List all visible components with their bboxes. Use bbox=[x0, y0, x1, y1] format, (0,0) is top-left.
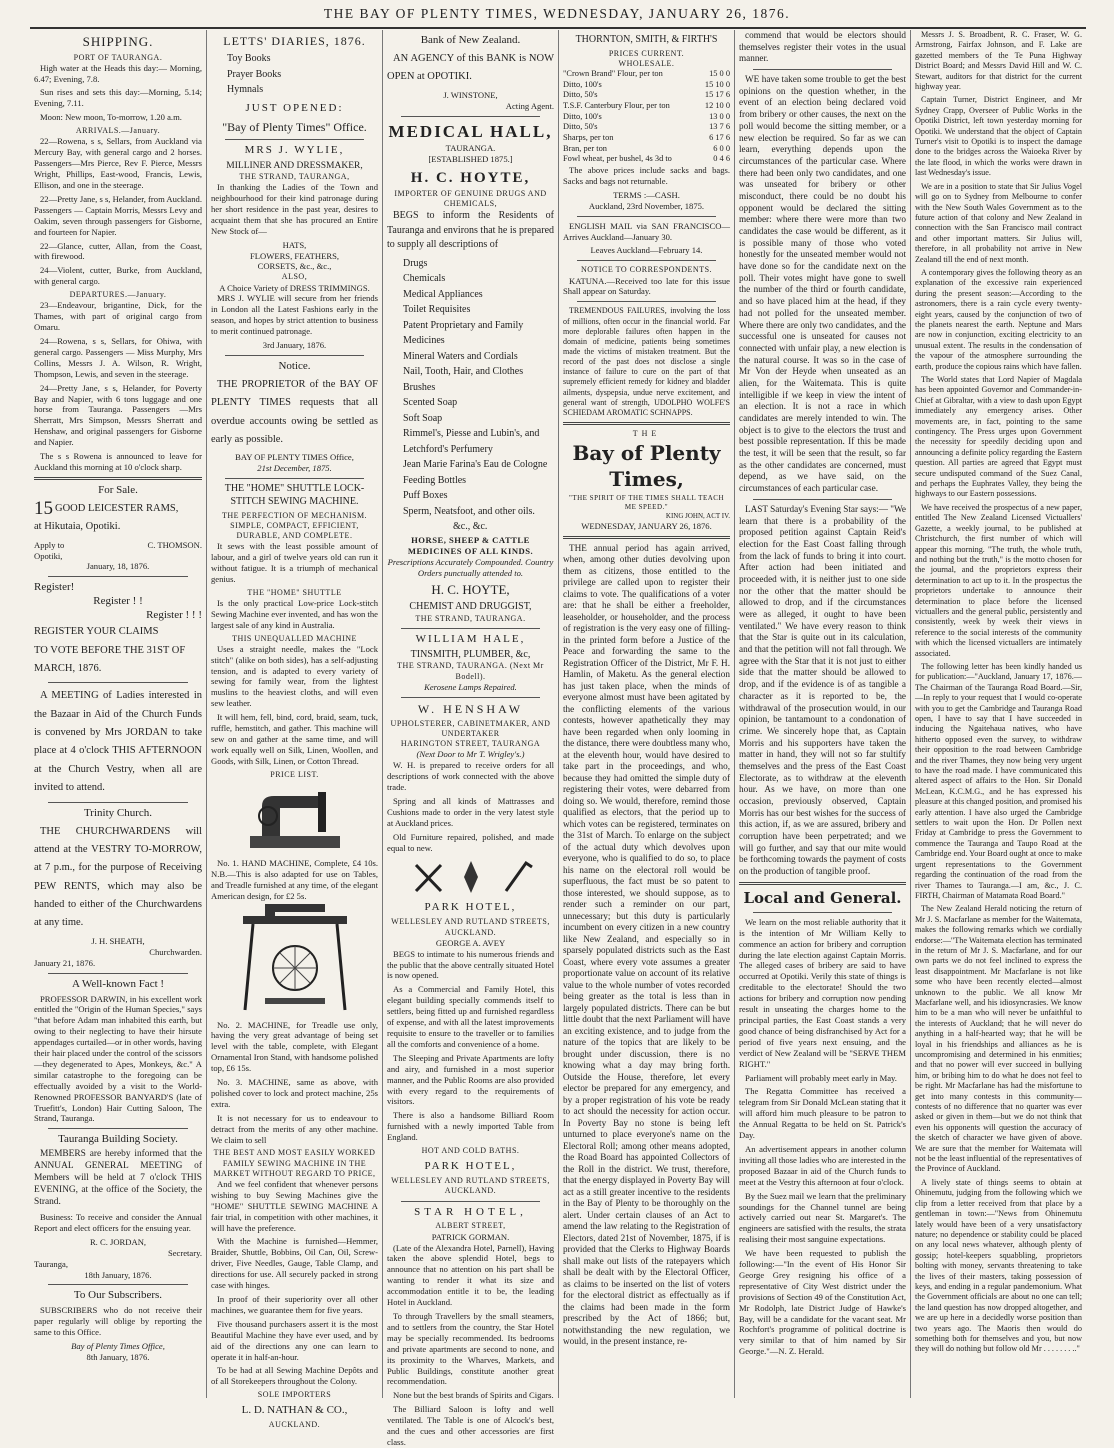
price-row bbox=[563, 101, 730, 112]
subscribers-heading: To Our Subscribers. bbox=[73, 1289, 163, 1302]
trinity-signature: J. H. SHEATH, bbox=[91, 935, 145, 946]
price-row bbox=[563, 112, 730, 123]
register-2: Register ! ! bbox=[93, 595, 143, 608]
trinity-date: January 21, 1876. bbox=[34, 957, 96, 968]
price-value: 13 0 0 bbox=[709, 111, 730, 121]
price-item: T.S.F. Canterbury Flour, per ton bbox=[563, 101, 670, 111]
horse-medicines: HORSE, SHEEP & CATTLE MEDICINES OF ALL KINDS. bbox=[407, 534, 534, 556]
divider bbox=[225, 355, 364, 356]
avey-text: BEGS to intimate to his numerous friends and the public that the above centrally situated Hotel is now opened. bbox=[387, 948, 554, 981]
hoyte-name-2: H. C. HOYTE, bbox=[431, 582, 510, 598]
price-list-heading: PRICE LIST. bbox=[270, 769, 319, 779]
price-row bbox=[563, 69, 730, 80]
local-item: By the Suez mail we learn that the preliminary soundings for the Channel tunnel are being actively carried out near St. Margaret's. The engineers are satisfied with the results, the strata realising their most sanguine expectations. bbox=[739, 1190, 906, 1245]
henshaw-text: Old Furniture repaired, polished, and made equal to new. bbox=[387, 831, 554, 853]
wylie-hats: HATS, bbox=[282, 239, 307, 250]
register-1: Register! bbox=[34, 581, 75, 594]
building-town: Tauranga, bbox=[34, 1258, 68, 1269]
departure-item: 24—Pretty Jane, s s, Helander, for Poverty Bay and Napier, with 6 tons luggage and one horse from Tauranga. Passengers —Mrs Sherratt, Mrs Simpson, Messrs Sherratt and Henshaw, and original passengers for Gisborne and Napier. bbox=[34, 382, 202, 448]
divider bbox=[563, 536, 730, 539]
wylie-heading: MRS J. WYLIE, bbox=[244, 143, 345, 156]
sole-importers: SOLE IMPORTERS bbox=[257, 1390, 332, 1400]
mail-leaves: Leaves Auckland—February 14. bbox=[590, 245, 703, 256]
news-item: The following letter has been kindly handed us for publication:—"Auckland, January 17, 1876.—The Chairman of the Tauranga Road Board.—Sir,—In reply to your request that I would co-operate with you to get the Cambridge and Tauranga Road open, I have to say that I have succeeded in inducing the Ngaitehaua natives, who have hitherto opposed even the survey, to withdraw their opposition to the road between Cambridge and the river Thames, they now being very urgent to have the road made. I have communicated this altered aspect of affairs to the Hon. Sir Donald McLean, K.C.M.G., and he has expressed his pleasure at this changed position, and promised his early attention. I have also urged the Cambridge settlers to wait upon the Hon. Dr Pollen next Friday at Cambridge to press the Government to commence the Tauranga and Taupo Road at the Cambridge end. Your Board ought at once to make urgent representations to the Government regarding the continuation of the road from the river Thames to Tauranga.—I am, &c., J. C. FIRTH, Chairman of Matamata Road Board." bbox=[915, 661, 1082, 900]
arrival-item: 22—Pretty Jane, s s, Helander, from Auckland. Passengers — Captain Morris, Messrs Levy and Oakim, seven through passengers for Gisborne, and fourteen for Napier. bbox=[34, 193, 202, 237]
price-value: 6 0 0 bbox=[713, 143, 730, 153]
avey-text: As a Commercial and Family Hotel, this elegant building specially commends itself to settlers, being fitted up and furnished regardless of expense, and with all the latest improvements requisite to ensure to the traveller or to families all the comforts and convenience of a home. bbox=[387, 984, 554, 1049]
register-claims-line: REGISTER YOUR CLAIMS bbox=[34, 626, 159, 638]
nathan-co: L. D. NATHAN & CO., bbox=[241, 1404, 348, 1417]
rams-seller: C. THOMSON. bbox=[147, 539, 202, 550]
book-item: Hymnals bbox=[227, 84, 264, 96]
home-text: To be had at all Sewing Machine Depôts and of all Storekeepers throughout the Colony. bbox=[211, 1365, 378, 1387]
prices-current: PRICES CURRENT. bbox=[608, 48, 685, 58]
notice-heading: Notice. bbox=[278, 359, 311, 372]
trinity-notice: THE CHURCHWARDENS will attend at the VESTRY TO-MORROW, at 7 p.m., for the purpose of Receiving PEW RENTS, which may also be handed to either of the Churchwardens at any time. bbox=[34, 825, 202, 929]
evening-star-article: LAST Saturday's Evening Star says:— "We learn that there is a probability of the proposed petition against Captain Reid's election for the East Coast falling through from the lack of funds to bring it into court. After action had been initiated and proceeded with, it is neither just to one side nor the other that the matter should be allowed to drop, and if the circumstances were as alleged, it ought to have been ventilated." We have every reason to think that the Star is quite out in its calculation, and that the petition will not fall through. We agree with the Star that it is not just to either side that the matter should be allowed to drop, and if the evidence is of as tangible a character as it is reported to be, the withdrawal of the prosecution would, in our opinion, be tantamount to a condonation of crime. We sincerely hope that, as Captain Morris and his supporters have taken the matter in hand, they will not so far stultify themselves and the press of the East Coast Electorate, as to withdraw at the eleventh hour. As we have, on more than one occasion, previously observed, Captain Morris has our best wishes for the success of this action, if, as we are assured, bribery and corruption have been perpetrated; and we will go further, and say that our mite would be forthcoming towards the payment of costs on the production of tangible proof. bbox=[739, 503, 906, 877]
price-item: Ditto, 50's bbox=[563, 90, 598, 100]
price-row bbox=[563, 144, 730, 155]
home-machine-heading: THE "HOME" SHUTTLE LOCK-STITCH SEWING MACHINE. bbox=[224, 483, 365, 507]
medical-hall: MEDICAL HALL, bbox=[388, 121, 553, 141]
drug-item: Scented Soap bbox=[403, 397, 458, 409]
editorial-end: commend that would be electors should themselves register their votes in the usual manner. bbox=[739, 30, 906, 64]
henshaw-street: HARINGTON STREET, TAURANGA bbox=[400, 739, 541, 749]
wylie-text-2: MRS J. WYLIE will secure from her friends in London all the Latest Fashions early in the season, and hopes by strict attention to business to merit continued patronage. bbox=[211, 293, 378, 337]
park-hotel-2: PARK HOTEL, bbox=[424, 1160, 517, 1173]
park-address-2: WELLESLEY AND RUTLAND STREETS, AUCKLAND. bbox=[391, 1176, 550, 1196]
departure-item: 23—Endeavour, brigantine, Dick, for the Thames, with part of original cargo from Omaru. bbox=[34, 300, 202, 333]
arrivals-heading: ARRIVALS.—January. bbox=[75, 126, 161, 136]
divider bbox=[48, 1128, 188, 1129]
high-water: High water at the Heads this day:— Morning, 6.47; Evening, 7.8. bbox=[34, 62, 202, 84]
price-item: Bran, per ton bbox=[563, 143, 607, 153]
terms: TERMS :—CASH. bbox=[613, 189, 680, 200]
divider bbox=[577, 260, 716, 261]
fact-heading: A Well-known Fact ! bbox=[71, 977, 165, 990]
wylie-address: THE STRAND, TAURANGA, bbox=[239, 171, 350, 181]
schnapps-ad: TREMENDOUS FAILURES, involving the loss of millions, often occur in the financial world. Far more deplorable failures often happen in the domain of medicine, patients being sometimes made the victims of mistaken treatment. But the record of the past does not disclose a single instance of failure to cure on the part of that supremely efficient remedy for kidney and bladder ailments, dyspepsia, undue nerve excitement, and general want of strength, UDOLPHO WOLFE'S SCHIEDAM AROMATIC SCHNAPPS. bbox=[563, 306, 730, 417]
news-item: Captain Turner, District Engineer, and Mr Sydney Crapp, Overseer of Public Works in the Opotiki District, left town yesterday morning for Opotiki. We understand that the object of Captain Turner's visit to Opotiki is to inspect the damage done to the bridges across the Waioeka River by the late flood, in which the works were drawn in last Wednesday's issue. bbox=[915, 95, 1082, 178]
subscribers-notice: SUBSCRIBERS who do not receive their paper regularly will oblige by reporting the same to this Office. bbox=[34, 1305, 202, 1338]
column-4 bbox=[558, 30, 734, 1398]
price-value: 15 10 0 bbox=[704, 79, 730, 89]
notice-office: BAY OF PLENTY TIMES Office, bbox=[235, 452, 354, 463]
rams-heading: GOOD LEICESTER RAMS, bbox=[55, 502, 179, 514]
rowena-note: The s s Rowena is announced to leave for Auckland this morning at 10 o'clock sharp. bbox=[34, 451, 202, 472]
drug-item: Drugs bbox=[403, 257, 428, 269]
home-text: And we feel confident that whenever persons wishing to buy Sewing Machines give the "HOME" SHUTTLE SEWING MACHINE A fair trial, in competition with other machines, it will have the preference. bbox=[211, 1178, 378, 1233]
begs-text: BEGS to inform the Residents of Tauranga and environs that he is prepared to supply all descriptions of bbox=[387, 210, 555, 251]
price-row bbox=[563, 122, 730, 133]
price-row bbox=[563, 80, 730, 91]
news-item: The New Zealand Herald noticing the return of Mr J. S. Macfarlane as member for the Waitemata, makes the following remarks which we cordially endorse:—"The Waitemata election has terminated in the return of Mr J. S. Macfarlane, and for our own parts we do not feel inclined to express the least disappointment. Mr Macfarlane is not like some who have been recently elected—almost unknown to the public. We all know Mr Macfarlane well, and his idiosyncrasies. We know him to be a man who will never be unfaithful to the interests of Auckland; that he will never do anything in a half-hearted way; that he will be loyal in his friendships and alliances as he is uncompromising and determined in his enmities; and that no power will ever succeed in bullying him, or bribing him to do what he does not feel to be right. Mr Macfarlane has had the misfortune to get into many contests in this community—contests of no difference that no quarter was ever asked or given in them—but we do not think that even his opponents will question the accuracy of the sketch of character we have given of above. We are sure that the member for Waitemata will not be the least influential of the representatives of the Province of Auckland. bbox=[915, 904, 1082, 1174]
home-text: Uses a straight needle, makes the "Lock stitch" (alike on both sides), has a self-adjusting tension, and is adapted to every variety of sewing for family wear, from the lightest muslins to the heaviest cloths, and will even sew leather. bbox=[211, 643, 378, 709]
hale-name: WILLIAM HALE, bbox=[415, 632, 526, 645]
divider bbox=[48, 802, 188, 803]
wholesale: WHOLESALE. bbox=[618, 58, 675, 68]
hale-trade: TINSMITH, PLUMBER, &c, bbox=[410, 648, 531, 660]
divider bbox=[753, 499, 892, 500]
building-society-heading: Tauranga Building Society. bbox=[58, 1133, 178, 1146]
price-item: Ditto, 100's bbox=[563, 111, 602, 121]
hand-sewing-machine-illustration bbox=[240, 784, 350, 854]
local-item: We have been requested to publish the following:—"In the event of His Honor Sir George Grey resigning his office of a representative of City West district under the provisions of Section 49 of the Constitution Act, Mr Rodolph, late District Judge of Hawke's Bay, will be a candidate for the vacant seat. Mr Rochfort's programme of political doctrine is very similar to that of him named by Sir George."—N. Z. Herald. bbox=[739, 1248, 906, 1357]
election-article: WE have taken some trouble to get the best opinions on the question whether, in the event of an election being declared void from bribery or other causes, the next on the poll would become the sitting member, or a new election be required. So far as we can learn, everything depends upon the circumstances of the particular case. Where there had been only two candidates, and one was unseated for bribery or other misconduct, there could be no doubt his opponent would be declared the sitting member: where there were more than two candidates the case would be different, as it is possible many of those who voted honestly for the unseated member would not have done so for the candidate next on the poll. Their votes might have gone to swell the number of the third or fourth candidate, and so have placed him at the head, if they had not polled for the unseated member. Where there are only two candidates, and the successful one is unseated for causes not connected with unfair play, a new election is the natural course. It was so in the case of Mr Von der Heyde when unseated as an alien, for the Waitemata. This is quite intelligible if we keep in view the intent of an election. It is not a race in which candidates are merely intended to win. The object is to give to the electors the trust and best possible representation. If this be made the test, it will be seen that the result, so far as the other candidates are concerned, must depend, as we have said, on the circumstances of each particular case. bbox=[739, 74, 906, 494]
rams-ad bbox=[34, 497, 202, 537]
hotel-emblem-illustration bbox=[396, 857, 546, 897]
divider bbox=[225, 478, 364, 479]
park-hotel: PARK HOTEL, bbox=[424, 901, 517, 914]
wylie-also: ALSO, bbox=[281, 272, 308, 282]
best-machine: THE BEST AND MOST EASILY WORKED FAMILY SEWING MACHINE IN THE MARKET WITHOUT REGARD TO PRICE, bbox=[213, 1148, 376, 1178]
notice-text: THE PROPRIETOR of the BAY OF PLENTY TIMES requests that all overdue accounts owing be settled as early as possible. bbox=[211, 378, 378, 446]
subscribers-office: Bay of Plenty Times Office, bbox=[71, 1341, 165, 1352]
wylie-text: In thanking the Ladies of the Town and neighbourhood for their kind patronage during her short residence in the past year, desires to acquaint them that she has procured an Entire New Stock of— bbox=[211, 182, 378, 236]
book-item: Prayer Books bbox=[227, 68, 282, 80]
register-vote-line: TO VOTE BEFORE THE 31ST OF bbox=[34, 644, 186, 656]
katuna-note: KATUNA.—Received too late for this issue Shall appear on Saturday. bbox=[563, 275, 730, 297]
news-item: A contemporary gives the following theory as an explanation of the excessive rain experienced during the present season:—According to the astronomers, there is a rain cycle every twenty-eight years, caused by the conjunction of two of the planets nearest the earth. Neptune and Mars are now in conjunction, exciting electricity to an unusual extent. The results in the condensation of the vapour of the atmosphere surrounding the earth, produce the copious rains which have fallen. bbox=[915, 267, 1082, 371]
price-value: 15 17 6 bbox=[704, 90, 730, 100]
winstone: J. WINSTONE, bbox=[443, 89, 498, 100]
unequalled: THIS UNEQUALLED MACHINE bbox=[232, 633, 357, 643]
drug-item: Sperm, Neatsfoot, and other oils. bbox=[403, 505, 535, 517]
local-item: An advertisement appears in another column inviting all those ladies who are interested in the proposed Bazaar in aid of the Church funds to meet at the Vestry this afternoon at four o'clock. bbox=[739, 1143, 906, 1187]
wylie-corsets: CORSETS, &c., &c., bbox=[257, 261, 332, 272]
departures-heading: DEPARTURES.—January. bbox=[69, 290, 167, 300]
column-6 bbox=[910, 30, 1086, 1398]
gorman-text: None but the best brands of Spirits and Cigars. bbox=[393, 1390, 554, 1401]
divider bbox=[34, 477, 202, 480]
building-role: Secretary. bbox=[167, 1247, 202, 1258]
local-item: Parliament will probably meet early in May. bbox=[745, 1072, 897, 1083]
home-text: Five thousand purchasers assert it is the most Beautiful Machine they have ever used, and by aid of the directions any one can learn to operate it in half-an-hour. bbox=[211, 1318, 378, 1362]
terms-date: Auckland, 23rd November, 1875. bbox=[588, 200, 705, 211]
divider bbox=[577, 216, 716, 217]
price-value: 0 4 6 bbox=[713, 154, 730, 164]
divider bbox=[563, 422, 730, 425]
book-list bbox=[211, 51, 378, 98]
perfection: THE PERFECTION OF MECHANISM. bbox=[221, 510, 368, 520]
column-5 bbox=[734, 30, 910, 1398]
book-item: Toy Books bbox=[227, 53, 271, 65]
shipping-heading: SHIPPING. bbox=[82, 34, 154, 49]
home-text: It sews with the least possible amount of labour, and a girl of twelve years old can run it without fatigue. It is a triumph of mechanical genius. bbox=[211, 541, 378, 584]
apply-to: Apply to bbox=[34, 539, 65, 550]
arrival-item: 22—Glance, cutter, Allan, from the Coast, with firewood. bbox=[34, 240, 202, 262]
avey-text: There is also a handsome Billiard Room furnished with a newly imported Table from England. bbox=[387, 1110, 554, 1143]
price-value: 6 17 6 bbox=[709, 133, 730, 143]
established: [ESTABLISHED 1875.] bbox=[428, 154, 513, 165]
henshaw-text: W. H. is prepared to receive orders for all descriptions of work connected with the above trade. bbox=[387, 760, 554, 793]
divider bbox=[739, 882, 906, 885]
prices-note: The above prices include sacks and bags. Sacks and bags not returnable. bbox=[563, 165, 730, 186]
divider bbox=[401, 697, 540, 698]
price-row bbox=[563, 154, 730, 165]
register-claims bbox=[34, 623, 202, 678]
henshaw-next-door: (Next Door to Mr T. Wrigley's.) bbox=[416, 749, 525, 760]
price-table bbox=[563, 69, 730, 165]
building-society-notice: MEMBERS are hereby informed that the ANNUAL GENERAL MEETING of Members will be held at 7 o'clock THIS EVENING, at the office of the Society, the Strand. bbox=[34, 1149, 202, 1208]
drug-item: &c., &c. bbox=[453, 521, 488, 533]
drug-item: Rimmel's, Piesse and Lubin's, and Letchford's Perfumery bbox=[403, 428, 540, 455]
divider bbox=[48, 1284, 188, 1285]
divider bbox=[48, 682, 188, 683]
divider bbox=[753, 912, 892, 913]
gorman-text: To through Travellers by the small steamers, and to settlers from the country, the Star Hotel may be specially recommended. Its bedrooms and private apartments are second to none, and its proximity to the Wharves, Markets, and Public Buildings, constitute another great recommendation. bbox=[387, 1310, 554, 1387]
building-signature: R. C. JORDAN, bbox=[89, 1236, 147, 1247]
paper-title: Bay of Plenty Times, bbox=[572, 441, 721, 491]
rams-count: 15 bbox=[34, 497, 53, 519]
drug-item: Patent Proprietary and Family Medicines bbox=[403, 319, 524, 347]
editorial: THE annual period has again arrived, when, among other duties devolving upon them as citizens, those entitled to the privilege are called upon to register their claims to vote. The qualifications of a voter are: that he shall be either a freeholder, leaseholder, or householder, and the process of registration is the very easy one of filling-in the printed form before a Justice of the Peace and forwarding the same to the Registration Officer of the District, Mr F. H. Hamlin, of Maketu. As the general election has just taken place, when the minds of everyone almost must have been agitated by the conflicting elements of the various contests, however apathetically they may have been regarded when only looming in the distance, there were doubtless many who, at the eleventh hour, would have desired to take part in the proceedings, and who, because they had omitted the simple duty of registering their votes, were debarred from doing so. We would, therefore, remind those qualified as electors, that the period up to which votes can be registered, terminates on the 31st of March. To enlarge on the subject of the actual duty which devolves upon everyone, who is qualified to do so, to place his name on the electoral roll would be superfluous, the fact must be so patent to those interested, we should suppose, as to render such a reminder on our part, unnecessary; but this duty is particularly incumbent on every citizen in a new country like New Zealand, and especially so in sparsely populated districts such as the East Coast, where every vote assumes a greater proportionate value on account of its relative value to the whole number of votes recorded being greater as the total is less than in largely populated districts. There can be but little doubt that the next Parliament will have an exciting existence, and to judge from the nature of the topics that are likely to be brought under discussion, there is no knowing what a day may bring forth. Outside the House, therefore, let every elector be prepared for any emergency, and by a proper registration of his vote be ready to act should the necessity for action occur. In Poverty Bay no stone is being left unturned to place everyone's name on the Electoral Roll; among other means adopted, the Road Board has appointed Collectors of the Roll in the district. We trust, therefore, that the energy displayed in Poverty Bay will act as a still greater incentive to the residents in the Bay of Plenty to be thoroughly on the alert. Under certain clauses of an Act to amend the law relating to the Registration of Electors, dated 21st of November, 1875, if is provided that the Clerks to Highway Boards shall make out lists of the ratepayers which shall be dealt with by the Electoral Officer, as claims to be inserted on the list of voters for the electoral district as effectually as if the claims had been made in the form prescribed by the Act of 1866; but, notwithstanding the new regulation, we would, in the present instance, re- bbox=[563, 542, 730, 1347]
price-item: "Crown Brand" Flour, per ton bbox=[563, 69, 663, 78]
albert-street: ALBERT STREET, bbox=[435, 1221, 506, 1231]
register-march-line: MARCH, 1876. bbox=[34, 662, 102, 674]
wylie-choice: A Choice Variety of DRESS TRIMMINGS. bbox=[219, 282, 370, 293]
building-business: Business: To receive and consider the Annual Report and elect officers for the ensuing year. bbox=[34, 1212, 202, 1233]
gorman-text: The Billiard Saloon is lofty and well ventilated. The Table is one of Alcock's best, and the cues and other accessories are first class. bbox=[387, 1404, 554, 1447]
acting-agent: Acting Agent. bbox=[505, 100, 554, 111]
price-item: Ditto, 100's bbox=[563, 79, 602, 89]
divider bbox=[753, 69, 892, 70]
rams-date: January, 18, 1876. bbox=[86, 561, 150, 572]
price-no-1: No. 1. HAND MACHINE, Complete, £4 10s. N.B.—This is also adapted for use on Tables, and Treadle furnished at any time, of the elegant American design, for £2 5s. bbox=[211, 857, 378, 901]
nathan-city: AUCKLAND. bbox=[268, 1420, 321, 1430]
motto: "THE SPIRIT OF THE TIMES SHALL TEACH ME SPEED." bbox=[568, 494, 725, 511]
drug-item: Soft Soap bbox=[403, 412, 443, 424]
price-row bbox=[563, 90, 730, 101]
column-3 bbox=[382, 30, 558, 1447]
rams-town: Opotiki, bbox=[34, 550, 63, 561]
home-subheading: THE "HOME" SHUTTLE bbox=[247, 587, 342, 597]
motto-source: KING JOHN, ACT IV. bbox=[665, 511, 730, 520]
news-item: Messrs J. S. Broadbent, R. C. Fraser, W. G. Armstrong, Fairfax Johnson, and F. Lake are gazetted members of the Te Puna Highway District Board; and Messrs David Hill and W. C. Stewart, auditors for that district for the current highway year. bbox=[915, 30, 1082, 92]
local-item: We learn on the most reliable authority that it is the intention of Mr William Kelly to commence an action for bribery and corruption during the late election against Captain Morris. The alleged cases of bribery are said to have occurred at Opotiki. Verily this state of things is creditable to the electorate! Should the two actions for bribery and corruption now pending result in unseating the charges home to the principal parties, the East Coast stands a very good chance of being disfranchised by Act for a period of five years next ensuing, and the verdict of New Zealand will be "SERVE THEM RIGHT." bbox=[739, 916, 906, 1069]
divider bbox=[401, 116, 540, 117]
hoyte-name: H. C. HOYTE, bbox=[410, 169, 531, 186]
avey-text: The Sleeping and Private Apartments are lofty and airy, and furnished in a most superior manner, and the Public Rooms are also provided with every regard to the requirements of visitors. bbox=[387, 1052, 554, 1107]
divider bbox=[401, 1201, 540, 1202]
arrival-item: 22—Rowena, s s, Sellars, from Auckland via Mercury Bay, with general cargo and 2 horses. Passengers—Mrs Pierce, Rev F. Pierce, Messrs Wright, Phillips, East-wood, Francis, Lewis, Ellison, and one in the steerage. bbox=[34, 136, 202, 190]
kerosene: Kerosene Lamps Repaired. bbox=[424, 681, 517, 692]
dateline: WEDNESDAY, JANUARY 26, 1876. bbox=[581, 520, 712, 531]
drug-item: Mineral Waters and Cordials bbox=[403, 350, 518, 362]
drug-item: Jean Marie Farina's Eau de Cologne bbox=[403, 459, 548, 471]
masthead-rule bbox=[30, 27, 1086, 29]
divider bbox=[225, 139, 364, 140]
price-item: Sharps, per ton bbox=[563, 133, 614, 143]
port-heading: PORT OF TAURANGA. bbox=[73, 52, 163, 62]
drug-item: Chemicals bbox=[403, 273, 446, 285]
for-sale-heading: For Sale. bbox=[98, 483, 138, 496]
wylie-flowers: FLOWERS, FEATHERS, bbox=[249, 250, 340, 261]
columns bbox=[30, 30, 1086, 1447]
price-no-3: No. 3. MACHINE, same as above, with polished cover to lock and protect machine, 25s extra. bbox=[211, 1077, 378, 1109]
baths: HOT AND COLD BATHS. bbox=[421, 1146, 520, 1156]
price-no-2: No. 2. MACHINE, for Treadle use only, having the very great advantage of being set level with the table, complete, with Elegant Ornamental Iron Stand, with handsome polished top, £6 15s. bbox=[211, 1019, 378, 1074]
masthead: THE BAY OF PLENTY TIMES, WEDNESDAY, JANUARY 26, 1876. bbox=[323, 6, 791, 21]
drug-item: Feeding Bottles bbox=[403, 474, 467, 486]
home-text: It is not necessary for us to endeavour to detract from the merits of any other machine. We claim to sell bbox=[211, 1112, 378, 1145]
title-the: THE bbox=[632, 429, 661, 439]
rams-apply bbox=[34, 540, 202, 551]
local-item: The Regatta Committee has received a telegram from Sir Donald McLean stating that it will afford him much pleasure to be patron to the Annual Regatta to be held on St. Patrick's Day. bbox=[739, 1086, 906, 1141]
building-date: 18th January, 1876. bbox=[84, 1269, 152, 1280]
just-opened: JUST OPENED: bbox=[245, 101, 344, 114]
medical-town: TAURANGA. bbox=[445, 143, 496, 154]
drug-item: Puff Boxes bbox=[403, 490, 448, 502]
price-item: Fowl wheat, per bushel, 4s 3d to bbox=[563, 154, 672, 164]
local-general-heading: Local and General. bbox=[743, 888, 902, 907]
home-text: Is the only practical Low-price Lock-stitch Sewing Machine ever invented, and has won the largest sale of any kind in Australia. bbox=[211, 597, 378, 630]
importer: IMPORTER OF GENUINE DRUGS AND CHEMICALS, bbox=[394, 188, 547, 209]
prescriptions: Prescriptions Accurately Compounded. Country Orders punctually attended to. bbox=[387, 556, 554, 578]
divider bbox=[401, 628, 540, 629]
henshaw-text: Spring and all kinds of Mattrasses and Cushions made to order in the very latest style at Auckland prices. bbox=[387, 795, 554, 828]
gorman-text: (Late of the Alexandra Hotel, Parnell), Having taken the above splendid Hotel, begs to announce that no attention on his part shall be wanting to render it what its size and accommodation entitle it to be, the leading Hotel in Auckland. bbox=[387, 1242, 554, 1308]
news-item: The World states that Lord Napier of Magdala has been appointed Governor and Commander-in-Chief at Gibraltar, with a view to dash upon Egypt immediately any emergency arises. Other movements are, in fact, pointing to the same contingency. The Press urges upon Government the necessity for speedily deciding upon and announcing a definite policy regarding the Eastern question. All parties are agreed that Egypt must secure undisputed command of the Suez Canal, and perhaps the Euphrates Valley, they being the highways to our Eastern possessions. bbox=[915, 375, 1082, 499]
chemist: CHEMIST AND DRUGGIST, bbox=[409, 600, 532, 612]
treadle-sewing-machine-illustration bbox=[235, 906, 355, 1016]
mail-arrives: ENGLISH MAIL via SAN FRANCISCO— Arrives Auckland—January 30. bbox=[563, 220, 730, 242]
price-row bbox=[563, 133, 730, 144]
drug-list bbox=[387, 256, 554, 535]
price-value: 13 7 6 bbox=[709, 122, 730, 132]
hoyte-address: THE STRAND, TAURANGA. bbox=[415, 613, 526, 623]
register-3: Register ! ! ! bbox=[146, 609, 202, 622]
home-text: With the Machine is furnished—Hemmer, Braider, Shuttle, Bobbins, Oil Can, Oil, Screw-driver, Five Needles, Gauge, Table Clamp, and directions for use. All securely packed in strong case with hinges. bbox=[211, 1236, 378, 1291]
bank-agency: AN AGENCY of this BANK is NOW OPEN at OPOTIKI. bbox=[387, 52, 554, 83]
drug-item: Nail, Tooth, Hair, and Clothes Brushes bbox=[403, 366, 524, 393]
star-hotel: STAR HOTEL, bbox=[414, 1205, 527, 1218]
divider bbox=[48, 973, 188, 974]
news-item: We have received the prospectus of a new paper, entitled The New Zealand Licensed Victuallers' Gazette, a weekly journal, to be published at Christchurch, the first number of which will appear this morning. "The truth, the whole truth, and nothing but the truth," is the motto chosen for the journal, and the proprietors express their determination to act up to it. In the prospectus the proprietors undertake to announce their determination to place before the licensed victuallers and the general public, persistently and consistently, week by week their views in reference to the social interests of the community with which the licensed victuallers are intimately associated. bbox=[915, 502, 1082, 658]
trinity-role: Churchwarden. bbox=[149, 946, 202, 957]
price-item: Ditto, 50's bbox=[563, 122, 598, 132]
bazaar-meeting: A MEETING of Ladies interested in the Bazaar in Aid of the Church Funds is convened by Mrs JORDAN to take place at 4 o'clock THIS AFTERNOON at the Church Vestry, when all are invited to attend. bbox=[34, 690, 202, 794]
rams-place: at Hikutaia, Opotiki. bbox=[34, 521, 121, 533]
avey-name: GEORGE A. AVEY bbox=[435, 937, 506, 948]
office-name: "Bay of Plenty Times" Office. bbox=[222, 119, 367, 134]
home-text: It will hem, fell, bind, cord, braid, seam, tuck, ruffle, hemstitch, and gather. This machine will sew on and gather at the same time, and will work equally well on Silk, Linen, Woollen, and Goods, with Silk, Linen, or Cotton Thread. bbox=[211, 712, 378, 766]
henshaw-name: W. HENSHAW bbox=[417, 701, 524, 716]
departure-item: 24—Rowena, s s, Sellars, for Ohiwa, with general cargo. Passengers — Miss Murphy, Mrs Collins, Messrs J. A. Wilson, R. Wright, Thompson, Lewis, and seven in the steerage. bbox=[34, 336, 202, 379]
moon-times: Moon: New moon, To-morrow, 1.20 a.m. bbox=[40, 112, 182, 123]
sun-times: Sun rises and sets this day:—Morning, 5.14; Evening, 7.11. bbox=[34, 87, 202, 109]
news-item: A lively state of things seems to obtain at Ohinemutu, judging from the following which we clip from a letter received from that place by a gentleman in town:—"News from Ohinemutu lately would have been of a very unsatisfactory nature; no dependence or stability could be placed on any local news whatever, although plenty of gossip; hotel-keepers squabbling, proprietors bolting with money, servants threatening to take the lives of their masters, taking possession of keys, and ending in a regular pandemonium. What the Government officials are about no one can tell; the land question has now dropped altogether, and we are up here in a decidedly worse position than two years ago. The Maoris then would do something both for themselves and you, but now they will do nothing but follow old Mr . . . . . . . .." bbox=[915, 1177, 1082, 1354]
drug-item: Toilet Requisites bbox=[403, 304, 471, 316]
column-2 bbox=[206, 30, 382, 1430]
park-address: WELLESLEY AND RUTLAND STREETS, AUCKLAND. bbox=[391, 917, 550, 937]
arrival-item: 24—Violent, cutter, Burke, from Auckland, with general cargo. bbox=[34, 265, 202, 287]
news-item: We are in a position to state that Sir Julius Vogel will go on to Sydney from Melbourne to confer with the New South Wales Government as to the future action of that colony and New Zealand in connection with the San Francisco mail contract and other important matters. Sir Julius will, therefore, in all probability not arrive in New Zealand till the end of next month. bbox=[915, 181, 1082, 264]
notice-date: 21st December, 1875. bbox=[257, 463, 332, 474]
correspondents-heading: NOTICE TO CORRESPONDENTS. bbox=[580, 265, 713, 275]
trinity-heading: Trinity Church. bbox=[83, 806, 153, 819]
henshaw-trade: UPHOLSTERER, CABINETMAKER, AND UNDERTAKER bbox=[390, 718, 551, 739]
wylie-trade: MILLINER AND DRESSMAKER, bbox=[226, 160, 363, 171]
letts-diaries: LETTS' DIARIES, 1876. bbox=[223, 34, 366, 48]
price-value: 15 0 0 bbox=[709, 69, 730, 78]
column-1 bbox=[30, 30, 206, 1398]
home-text: In proof of their superiority over all other machines, we guarantee them for five years. bbox=[211, 1294, 378, 1315]
bank-heading: Bank of New Zealand. bbox=[420, 34, 521, 46]
hale-address: THE STRAND, TAURANGA. (Next Mr Bodell). bbox=[397, 661, 544, 681]
drug-item: Medical Appliances bbox=[403, 288, 483, 300]
thornton-heading: THORNTON, SMITH, & FIRTH'S bbox=[575, 34, 718, 45]
darwin-notice: PROFESSOR DARWIN, in his excellent work entitled the "Origin of the Human Species," says "that before Adam man inhabited this earth, but owing to their neglecting to have their hirsute appendages curtailed—or in other words, having their hair placed under the control of the scissors—they degenerated to Apes, Monkeys, &c." A similar catastrophe to the foregoing can be effectually avoided by a visit to the World-Renowned PROFESSOR BANYARD'S (late of Truefitt's, London) Hair Cutting Saloon, The Strand, Tauranga. bbox=[34, 993, 202, 1124]
wylie-date: 3rd January, 1876. bbox=[262, 340, 327, 351]
gorman-name: PATRICK GORMAN. bbox=[431, 1231, 510, 1242]
divider bbox=[48, 576, 188, 577]
price-value: 12 10 0 bbox=[704, 101, 730, 111]
simple-compact: SIMPLE, COMPACT, EFFICIENT, DURABLE, AND COMPLETE. bbox=[230, 520, 359, 540]
divider bbox=[577, 301, 716, 302]
subscribers-date: 8th January, 1876. bbox=[86, 1352, 150, 1363]
